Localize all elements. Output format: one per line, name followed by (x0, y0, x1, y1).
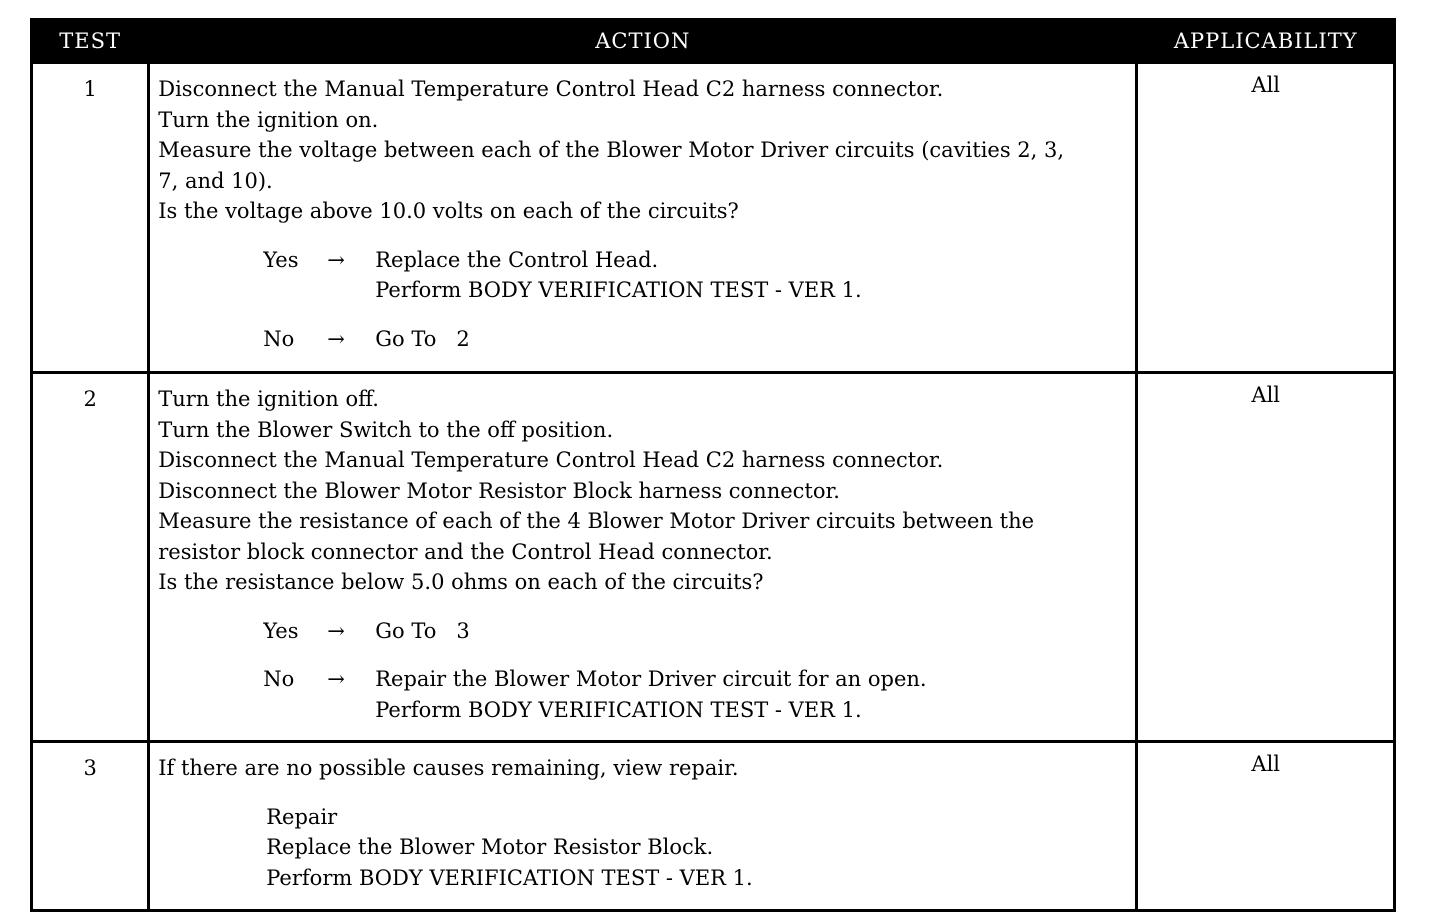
action-step: Disconnect the Blower Motor Resistor Block harness connector. (158, 478, 840, 503)
outcome-no (263, 664, 1127, 725)
action-step: resistor block connector and the Control Head connector. (158, 539, 773, 564)
outcome-label: No (263, 326, 295, 351)
test-number: 3 (32, 742, 149, 911)
header-test: TEST (32, 20, 149, 63)
action-step: If there are no possible causes remaining, view repair. (158, 756, 739, 780)
outcome-result (375, 616, 1127, 647)
table-row (32, 742, 1395, 911)
repair-label: Repair (266, 804, 338, 829)
outcome-result (375, 324, 1127, 355)
action-step: Disconnect the Manual Temperature Control Head C2 harness connector. (158, 77, 944, 101)
action-step: Disconnect the Manual Temperature Control Head C2 harness connector. (158, 448, 944, 472)
action-step: Measure the resistance of each of the 4 Blower Motor Driver circuits between the (158, 509, 1035, 533)
outcome-label: Yes (263, 618, 299, 643)
repair-step: Replace the Blower Motor Resistor Block. (266, 835, 714, 859)
result-line: Replace the Control Head. (375, 247, 659, 272)
action-step: Is the voltage above 10.0 volts on each of the circuits? (158, 199, 739, 223)
action-step: Turn the ignition off. (158, 387, 379, 411)
result-line: Perform BODY VERIFICATION TEST - VER 1. (375, 697, 862, 722)
action-cell (149, 373, 1137, 742)
result-line: Repair the Blower Motor Driver circuit for an open. (375, 667, 927, 691)
applicability-cell: All (1137, 742, 1395, 911)
action-cell (149, 742, 1137, 911)
applicability-cell: All (1137, 63, 1395, 373)
outcome-result (375, 245, 1127, 306)
outcome-label: No (263, 667, 295, 691)
action-step: Is the resistance below 5.0 ohms on each of the circuits? (158, 570, 764, 594)
outcome-yes (263, 245, 1127, 306)
diagnostic-test-table (30, 18, 1396, 912)
right-arrow-icon: → (327, 326, 345, 351)
action-step: Turn the ignition on. (158, 107, 379, 132)
test-number: 2 (32, 373, 149, 742)
result-line: Go To 3 (375, 618, 470, 643)
action-cell (149, 63, 1137, 373)
header-applicability: APPLICABILITY (1137, 20, 1395, 63)
right-arrow-icon: → (327, 618, 345, 643)
header-action: ACTION (149, 20, 1137, 63)
right-arrow-icon: → (327, 667, 345, 691)
test-number: 1 (32, 63, 149, 373)
outcome-yes (263, 616, 1127, 647)
outcome-no (263, 324, 1127, 355)
right-arrow-icon: → (327, 247, 345, 272)
table-row (32, 373, 1395, 742)
table-row (32, 63, 1395, 373)
applicability-cell: All (1137, 373, 1395, 742)
action-step: 7, and 10). (158, 168, 273, 193)
repair-steps (266, 832, 1127, 893)
action-step: Measure the voltage between each of the Blower Motor Driver circuits (cavities 2, 3, (158, 138, 1065, 162)
table-header-row (32, 20, 1395, 63)
outcome-result (375, 664, 1127, 725)
outcome-label: Yes (263, 247, 299, 272)
result-line: Perform BODY VERIFICATION TEST - VER 1. (375, 278, 862, 302)
repair-step: Perform BODY VERIFICATION TEST - VER 1. (266, 865, 753, 890)
result-line: Go To 2 (375, 326, 470, 351)
action-step: Turn the Blower Switch to the off position. (158, 417, 614, 442)
